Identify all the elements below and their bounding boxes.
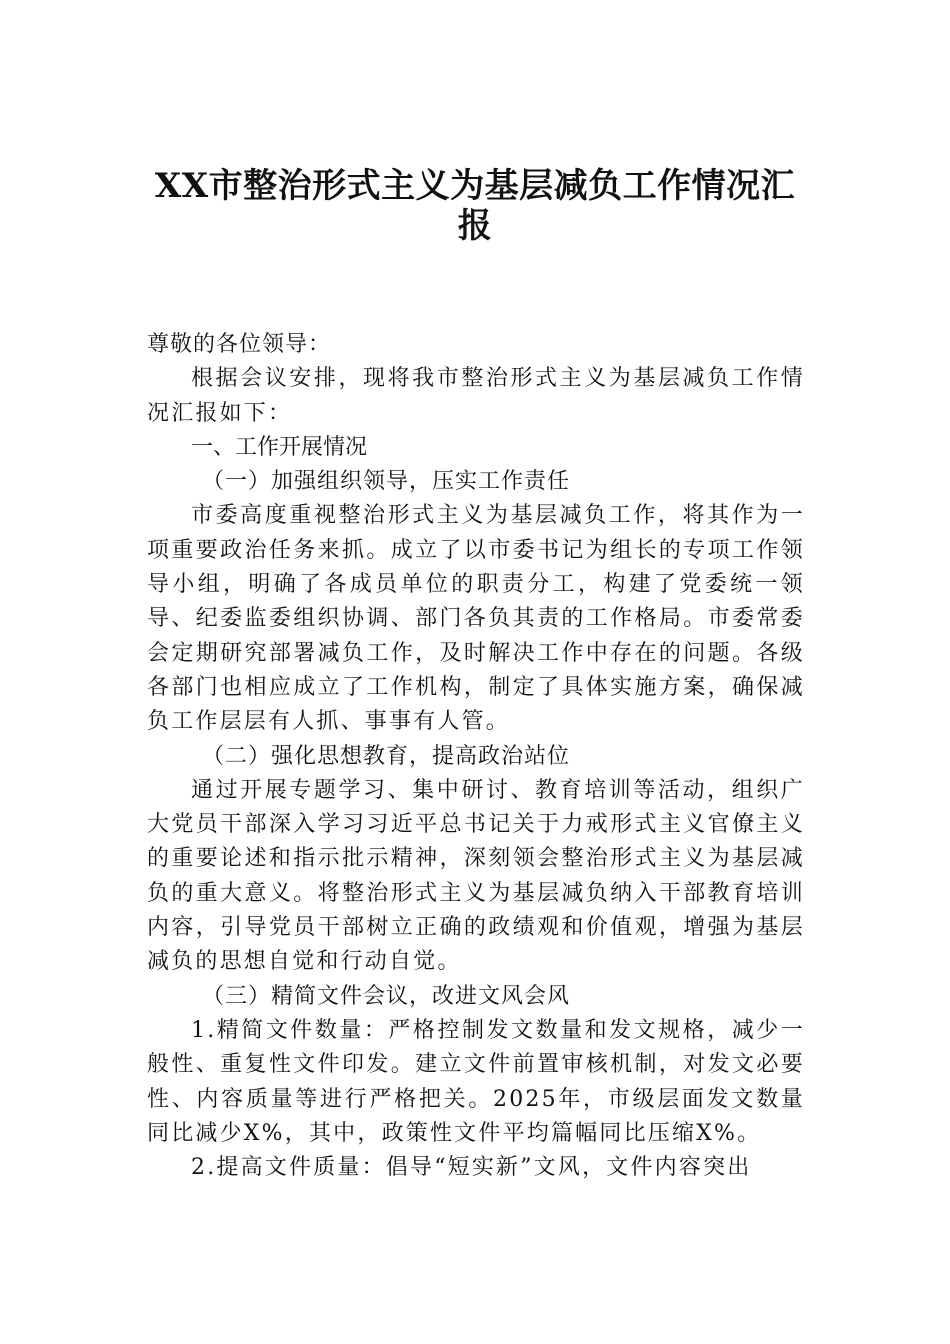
- salutation: 尊敬的各位领导：: [147, 332, 332, 357]
- document-title-line-2: 报: [457, 206, 493, 246]
- document-body: [147, 328, 805, 1185]
- subsection-heading-3: （三）精简文件会议，改进文风会风: [202, 983, 571, 1009]
- item-2-paragraph: 2.提高文件质量：倡导“短实新”文风，文件内容突出: [191, 1155, 752, 1181]
- subsection-heading-1: （一）加强组织领导，压实工作责任: [202, 469, 571, 495]
- section-heading-1: 一、工作开展情况: [191, 434, 368, 460]
- subsection-1-paragraph: 市委高度重视整治形式主义为基层减负工作，将其作为一项重要政治任务来抓。成立了以市委书记为组长的专项工作领导小组，明确了各成员单位的职责分工，构建了党委统一领导、纪委监委组织协调、部门各负其责的工作格局。市委常委会定期研究部署减负工作，及时解决工作中存在的问题。各级各部门也相应成立了工作机构，制定了具体实施方案，确保减负工作层层有人抓、事事有人管。: [147, 503, 805, 735]
- document-title-line-1: XX市整治形式主义为基层减负工作情况汇: [154, 166, 796, 206]
- subsection-2-paragraph: 通过开展专题学习、集中研讨、教育培训等活动，组织广大党员干部深入学习习近平总书记关于力戒形式主义官僚主义的重要论述和指示批示精神，深刻领会整治形式主义为基层减负的重大意义。将整治形式主义为基层减负纳入干部教育培训内容，引导党员干部树立正确的政绩观和价值观，增强为基层减负的思想自觉和行动自觉。: [147, 777, 805, 975]
- subsection-heading-2: （二）强化思想教育，提高政治站位: [202, 743, 571, 769]
- item-1-paragraph: 1.精简文件数量：严格控制发文数量和发文规格，减少一般性、重复性文件印发。建立文件前置审核机制，对发文必要性、内容质量等进行严格把关。2025年，市级层面发文数量同比减少X%，其中，政策性文件平均篇幅同比压缩X%。: [147, 1017, 805, 1146]
- intro-paragraph: 根据会议安排，现将我市整治形式主义为基层减负工作情况汇报如下：: [147, 366, 805, 426]
